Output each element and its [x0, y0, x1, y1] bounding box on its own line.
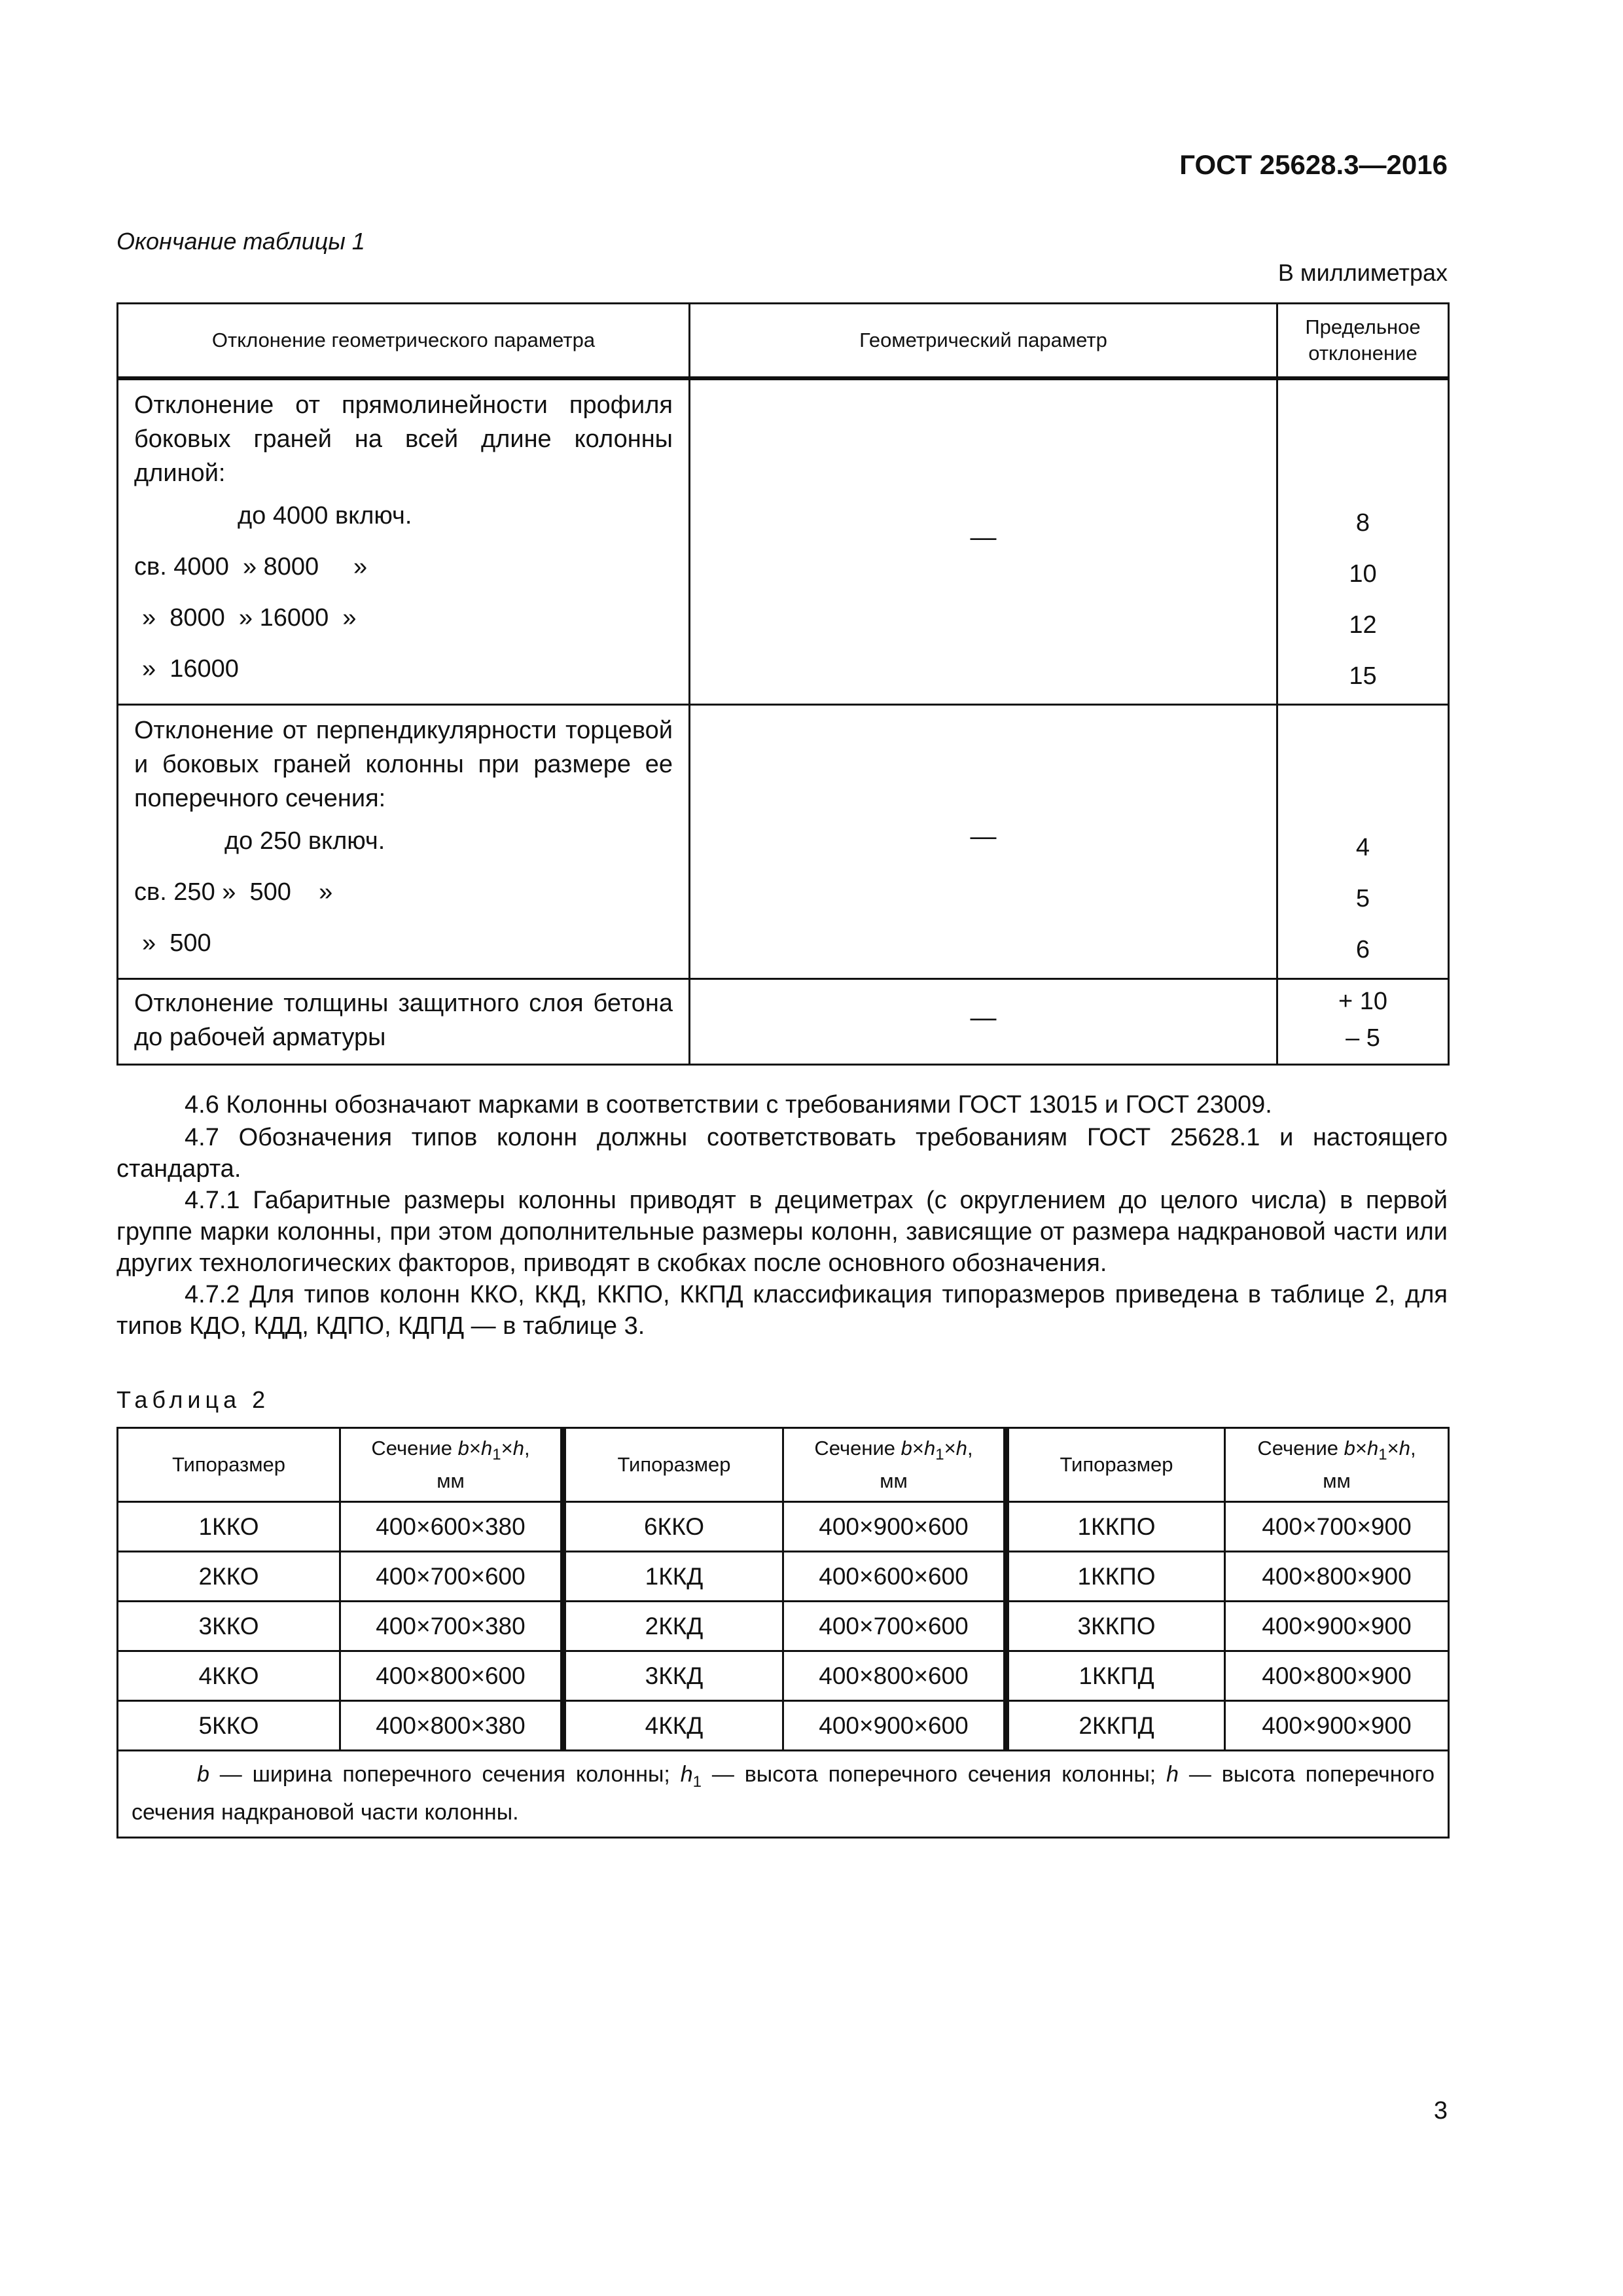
- header-part: b: [1344, 1436, 1355, 1460]
- paragraph-text: 4.6 Колонны обозначают марками в соответствии с требованиями ГОСТ 13015 и ГОСТ 23009.: [185, 1091, 1272, 1119]
- tolerance-value: 6: [1355, 936, 1370, 963]
- note-part: — ширина поперечного сечения колонны;: [209, 1762, 681, 1787]
- row-label: до 4000 включ.: [238, 502, 412, 529]
- paragraph-4-7-1: [116, 1185, 1448, 1279]
- type-cell: 2ККД: [563, 1602, 783, 1651]
- section-cell: 400×700×380: [340, 1602, 563, 1651]
- header-part: ×: [1355, 1436, 1368, 1460]
- section-cell: 400×800×600: [783, 1651, 1007, 1701]
- type-cell: 1ККО: [118, 1502, 340, 1552]
- tolerance-value: 5: [1355, 885, 1370, 912]
- section-cell: 400×900×900: [1225, 1602, 1449, 1651]
- type-cell: 5ККО: [118, 1701, 340, 1751]
- header-part: h: [1367, 1436, 1379, 1460]
- note-part: h: [1166, 1762, 1179, 1787]
- table-row: [118, 705, 1449, 979]
- type-cell: 1ККПД: [1007, 1651, 1225, 1701]
- header-part: h: [924, 1436, 936, 1460]
- row-label: до 250 включ.: [224, 827, 385, 855]
- header-part: ×: [944, 1436, 956, 1460]
- table2-note: [118, 1751, 1449, 1838]
- type-cell: 6ККО: [563, 1502, 783, 1552]
- section-cell: 400×700×600: [783, 1602, 1007, 1651]
- header-part: b: [457, 1436, 469, 1460]
- paragraph-4-7: [116, 1122, 1448, 1185]
- tolerance-value: 10: [1349, 560, 1377, 588]
- table2-col-section: [783, 1428, 1007, 1502]
- page-number: 3: [1433, 2097, 1448, 2125]
- header-part: мм: [437, 1469, 465, 1493]
- tolerance-lower: – 5: [1346, 1024, 1380, 1052]
- group-description: Отклонение от перпендикулярности торцевой и боковых граней колонны при размере ее поперечного сечения:: [134, 717, 673, 812]
- row-label: св. 4000 » 8000 »: [134, 553, 368, 581]
- type-cell: 1ККД: [563, 1552, 783, 1602]
- type-cell: 4ККО: [118, 1651, 340, 1701]
- row-label: св. 250 » 500 »: [134, 878, 333, 906]
- header-part: мм: [880, 1469, 908, 1493]
- table1-continuation-caption: Окончание таблицы 1: [116, 228, 365, 255]
- row-label: » 500: [142, 929, 211, 957]
- table1-col-tolerance: Предельное отклонение: [1277, 304, 1449, 379]
- paragraph-4-6: [116, 1089, 1448, 1121]
- table1-units: В миллиметрах: [1277, 259, 1448, 286]
- section-cell: 400×900×900: [1225, 1701, 1449, 1751]
- paragraph-4-7-2: [116, 1279, 1448, 1342]
- section-cell: 400×600×380: [340, 1502, 563, 1552]
- table2-col-type: Типоразмер: [1007, 1428, 1225, 1502]
- note-part: — высота поперечного сечения надкрановой части колонны.: [132, 1762, 1435, 1825]
- document-id: ГОСТ 25628.3—2016: [1179, 149, 1448, 180]
- table2-col-section: [340, 1428, 563, 1502]
- paragraph-text: 4.7.1 Габаритные размеры колонны приводят в дециметрах (с округлением до целого числа) в первой группе марки колонны, при этом дополнительные размеры колонн, зависящие от размера надкрановой части или других технологических факторов, приводят в скобках после основного обозначения.: [116, 1187, 1448, 1277]
- table1-group2-description: [118, 705, 690, 979]
- header-part: 1: [935, 1446, 944, 1464]
- header-part: 1: [1378, 1446, 1387, 1464]
- tolerance-upper: + 10: [1338, 988, 1388, 1015]
- header-part: h: [512, 1436, 524, 1460]
- table2-caption: Таблица 2: [116, 1386, 270, 1413]
- tolerance-value: 15: [1349, 662, 1377, 690]
- table1-group3-description: [118, 979, 690, 1065]
- table1-col-parameter: Геометрический параметр: [690, 304, 1277, 379]
- table-row: [118, 1651, 1449, 1701]
- row-label: » 8000 » 16000 »: [142, 604, 357, 632]
- parameter-dash: —: [970, 1003, 997, 1032]
- table2-col-type: Типоразмер: [563, 1428, 783, 1502]
- tolerance-value: 8: [1355, 509, 1370, 537]
- header-part: ,: [524, 1436, 530, 1460]
- section-cell: 400×600×600: [783, 1552, 1007, 1602]
- table-row: [118, 1701, 1449, 1751]
- paragraph-text: 4.7 Обозначения типов колонн должны соответствовать требованиям ГОСТ 25628.1 и настоящего стандарта.: [116, 1124, 1448, 1183]
- tolerance-value: 12: [1349, 611, 1377, 639]
- table-row: [118, 1502, 1449, 1552]
- header-part: ×: [912, 1436, 925, 1460]
- type-cell: 3ККПО: [1007, 1602, 1225, 1651]
- table1: [116, 302, 1450, 1066]
- header-part: ×: [469, 1436, 482, 1460]
- section-cell: 400×700×600: [340, 1552, 563, 1602]
- type-cell: 3ККД: [563, 1651, 783, 1701]
- header-part: Сечение: [1257, 1436, 1344, 1460]
- table2-header-row: [118, 1428, 1449, 1502]
- header-part: h: [955, 1436, 967, 1460]
- header-part: ×: [501, 1436, 513, 1460]
- section-cell: 400×800×380: [340, 1701, 563, 1751]
- table2-note-row: [118, 1751, 1449, 1838]
- header-part: ×: [1387, 1436, 1399, 1460]
- table-row: [118, 1602, 1449, 1651]
- header-part: b: [901, 1436, 912, 1460]
- table2: [116, 1427, 1450, 1839]
- note-part: — высота поперечного сечения колонны;: [702, 1762, 1167, 1787]
- table-row: [118, 979, 1449, 1065]
- table-row: [118, 1552, 1449, 1602]
- type-cell: 1ККПО: [1007, 1552, 1225, 1602]
- header-part: Сечение: [371, 1436, 458, 1460]
- table1-header-row: [118, 304, 1449, 379]
- parameter-dash: —: [970, 822, 997, 851]
- tolerance-value: 4: [1355, 834, 1370, 861]
- type-cell: 2ККО: [118, 1552, 340, 1602]
- header-part: h: [481, 1436, 493, 1460]
- note-part: b: [197, 1762, 209, 1787]
- type-cell: 2ККПД: [1007, 1701, 1225, 1751]
- type-cell: 1ККПО: [1007, 1502, 1225, 1552]
- note-part: h: [680, 1762, 693, 1787]
- table-row: [118, 378, 1449, 705]
- section-cell: 400×800×900: [1225, 1552, 1449, 1602]
- group-description: Отклонение толщины защитного слоя бетона до рабочей арматуры: [134, 990, 673, 1051]
- type-cell: 4ККД: [563, 1701, 783, 1751]
- header-part: 1: [492, 1446, 501, 1464]
- section-cell: 400×900×600: [783, 1502, 1007, 1552]
- table2-col-section: [1225, 1428, 1449, 1502]
- table2-col-type: Типоразмер: [118, 1428, 340, 1502]
- header-part: Сечение: [814, 1436, 901, 1460]
- table1-col-deviation: Отклонение геометрического параметра: [118, 304, 690, 379]
- header-part: h: [1399, 1436, 1410, 1460]
- header-part: мм: [1323, 1469, 1351, 1493]
- table1-group1-description: [118, 378, 690, 705]
- type-cell: 3ККО: [118, 1602, 340, 1651]
- header-part: ,: [1410, 1436, 1416, 1460]
- paragraph-text: 4.7.2 Для типов колонн ККО, ККД, ККПО, ККПД классификация типоразмеров приведена в таблице 2, для типов КДО, КДД, КДПО, КДПД — в таблице 3.: [116, 1281, 1448, 1340]
- section-cell: 400×700×900: [1225, 1502, 1449, 1552]
- parameter-dash: —: [970, 523, 997, 552]
- note-part: 1: [692, 1772, 702, 1791]
- section-cell: 400×800×600: [340, 1651, 563, 1701]
- section-cell: 400×800×900: [1225, 1651, 1449, 1701]
- group-description: Отклонение от прямолинейности профиля боковых граней на всей длине колонны длиной:: [134, 391, 673, 487]
- header-part: ,: [967, 1436, 973, 1460]
- row-label: » 16000: [142, 655, 239, 683]
- section-cell: 400×900×600: [783, 1701, 1007, 1751]
